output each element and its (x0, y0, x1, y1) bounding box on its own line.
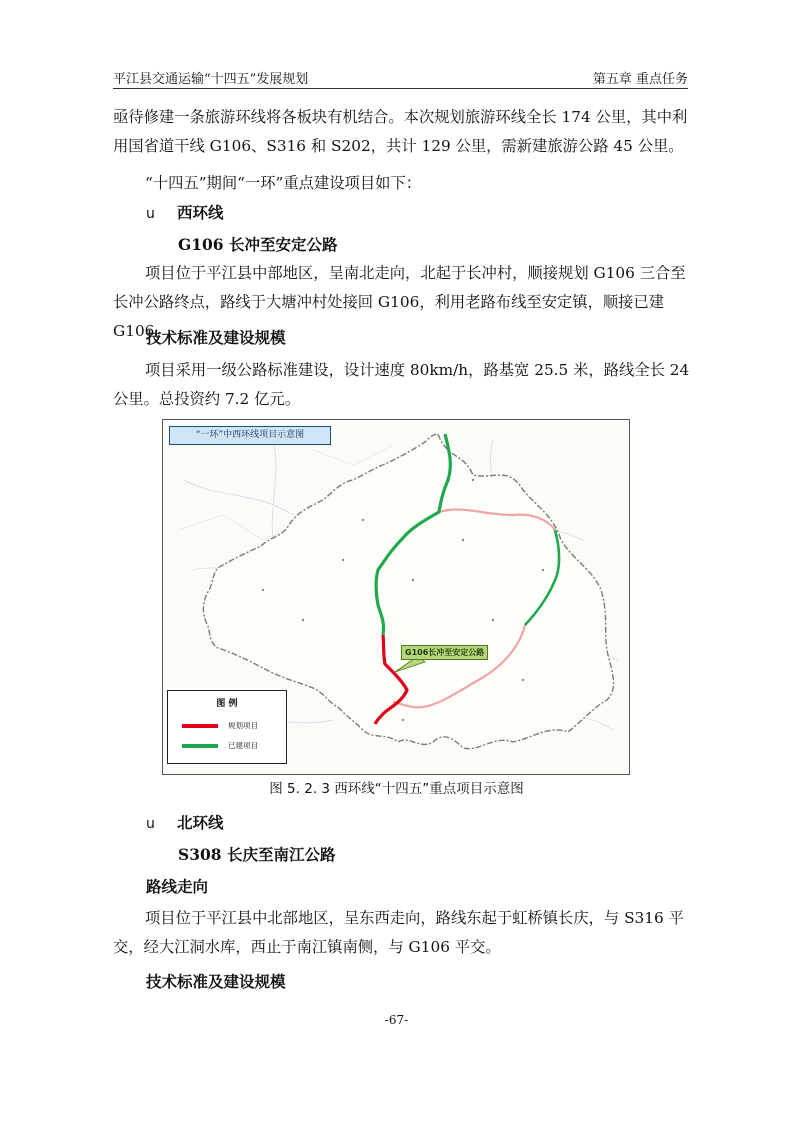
heading-s308-road: S308 长庆至南江公路 (178, 845, 336, 864)
bullet-west-ring-label: 西环线 (176, 203, 224, 222)
bullet-north-ring-label: 北环线 (176, 813, 224, 832)
map-callout-text: G106长冲至安定公路 (405, 648, 485, 657)
paragraph-g106-location: 项目位于平江县中部地区，呈南北走向，北起于长冲村，顺接规划 G106 三合至长冲公路终点，路线于大塘冲村处接回 G106，利用老路布线至安定镇，顺接已建 G106。 (113, 264, 686, 340)
header-document-title: 平江县交通运输“十四五”发展规划 (113, 72, 309, 87)
heading-route-direction: 路线走向 (146, 877, 209, 896)
legend-title: 图 例 (216, 699, 238, 709)
heading-tech-standard-1: 技术标准及建设规模 (146, 328, 286, 347)
paragraph-projects-intro: “十四五”期间“一环”重点建设项目如下： (145, 174, 422, 192)
page-header (113, 66, 688, 89)
map-title-box (169, 426, 331, 445)
legend-item-planned (182, 721, 282, 731)
bullet-west-ring (146, 201, 223, 223)
legend-label-planned: 规划项目 (228, 721, 258, 730)
map-callout-label (401, 645, 488, 660)
page-number: -67- (384, 1013, 409, 1027)
bullet-marker: u (146, 816, 155, 832)
bullet-north-ring (146, 811, 223, 833)
heading-g106-road: G106 长冲至安定公路 (178, 235, 338, 254)
map-title: “一环”中西环线项目示意图 (195, 430, 305, 440)
paragraph-ring-summary: 亟待修建一条旅游环线将各板块有机结合。本次规划旅游环线全长 174 公里，其中利用国省道干线 G106、S316 和 S202，共计 129 公里，需新建旅游公路 45 公里。 (113, 108, 688, 155)
bullet-marker: u (146, 206, 155, 222)
map-figure (162, 419, 630, 775)
paragraph-g106-scale: 项目采用一级公路标准建设，设计速度 80km/h，路基宽 25.5 米，路线全长 24 公里。总投资约 7.2 亿元。 (113, 361, 690, 408)
paragraph-s308-route: 项目位于平江县中北部地区，呈东西走向，路线东起于虹桥镇长庆，与 S316 平交，经大江洞水库，西止于南江镇南侧，与 G106 平交。 (113, 909, 684, 956)
heading-tech-standard-2: 技术标准及建设规模 (146, 972, 286, 991)
map-legend (167, 690, 287, 764)
header-chapter-title: 第五章 重点任务 (592, 72, 688, 87)
legend-swatch-planned (182, 724, 218, 728)
legend-swatch-built (182, 744, 218, 748)
figure-caption: 图 5. 2. 3 西环线“十四五”重点项目示意图 (269, 781, 524, 797)
legend-label-built: 已建项目 (228, 741, 258, 750)
legend-item-built (182, 741, 282, 751)
